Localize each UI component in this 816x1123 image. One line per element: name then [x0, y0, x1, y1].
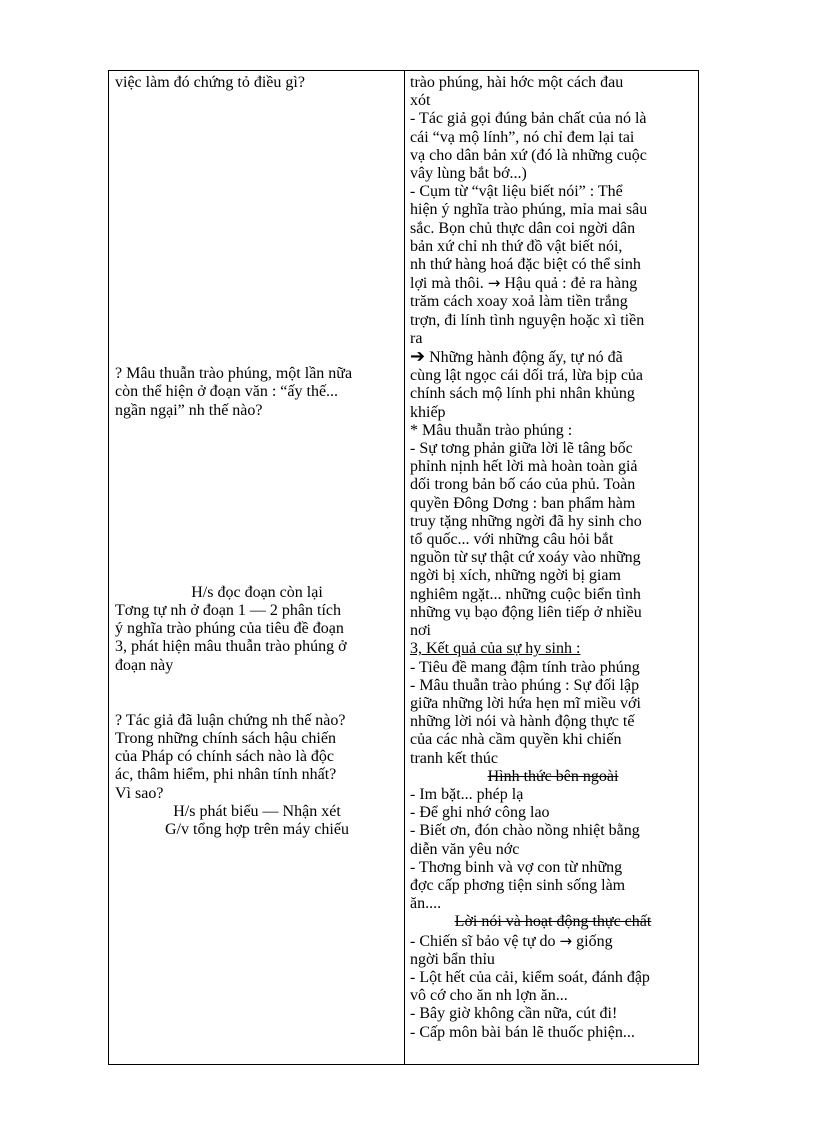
- student-action: H/s phát biểu — Nhận xét: [173, 802, 341, 820]
- question-3-line: ác, thâm hiểm, phi nhân tính nhất?: [115, 766, 337, 784]
- content-line: chính sách mộ lính phi nhân khủng: [410, 385, 635, 403]
- question-1: việc làm đó chứng tỏ điều gì?: [115, 74, 305, 91]
- outer-form-heading: Hình thức bên ngoài: [487, 767, 619, 785]
- content-line: ăn....: [410, 895, 442, 913]
- real-actions-heading: Lời nói và hoạt động thực chất: [454, 913, 652, 931]
- content-line: dối trong bản bố cáo của phủ. Toàn: [410, 476, 636, 494]
- right-arrow-icon: →: [559, 931, 573, 950]
- content-line: ra: [410, 329, 423, 347]
- content-line: của các nhà cầm quyền khi chiến: [410, 731, 622, 749]
- content-line: bản xứ chỉ nh thứ đồ vật biết nói,: [410, 237, 623, 255]
- question-2: [115, 365, 399, 420]
- content-line: trăm cách xoay xoả làm tiền trắng: [410, 293, 628, 311]
- content-column: [410, 74, 696, 1042]
- soldier-suffix: giống: [576, 932, 613, 950]
- content-line: vây lùng bắt bớ...): [410, 165, 527, 183]
- content-line: vô cớ cho ăn nh lợn ăn...: [410, 987, 568, 1005]
- content-line: - Tác giả gọi đúng bản chất của nó là: [410, 110, 647, 128]
- content-line: - Tiêu đề mang đậm tính trào phúng: [410, 658, 640, 676]
- question-3: [115, 712, 399, 839]
- content-line: - Mâu thuẫn trào phúng : Sự đối lập: [410, 676, 640, 694]
- content-line: nơi: [410, 622, 431, 640]
- task-line: 3, phát hiện mâu thuẫn trào phúng ở: [115, 638, 347, 656]
- content-line: - Cấp môn bài bán lẽ thuốc phiện...: [410, 1023, 635, 1041]
- right-arrow-icon: →: [487, 274, 501, 293]
- content-line: trợn, đi lính tình nguyện hoặc xì tiền: [410, 311, 645, 329]
- task-line: đoạn này: [115, 656, 174, 674]
- content-line: ngời bị xích, những ngời bị giam: [410, 567, 621, 585]
- content-line: phỉnh nịnh hết lời mà hoàn toàn giả: [410, 458, 638, 476]
- content-line: trào phúng, hài hớc một cách đau: [410, 74, 624, 91]
- question-2-line: ? Mâu thuẫn trào phúng, một lần nữa: [115, 365, 353, 383]
- content-line: những vụ bạo động liên tiếp ở nhiều: [410, 603, 642, 621]
- content-line: sắc. Bọn chủ thực dân coi ngời dân: [410, 219, 636, 237]
- task-line: Tơng tự nh ở đoạn 1 — 2 phân tích: [115, 602, 342, 620]
- bold-arrow-icon: ➔: [410, 346, 426, 368]
- read-instruction: H/s đọc đoạn còn lại: [191, 583, 323, 601]
- section-3-title: 3, Kết quả của sự hy sinh :: [410, 640, 581, 658]
- read-instruction-block: [115, 584, 399, 675]
- task-line: ý nghĩa trào phúng của tiêu đề đoạn: [115, 620, 344, 638]
- content-line: - Thơng binh và vợ con từ những: [410, 858, 623, 876]
- content-line: - Lột hết của cải, kiểm soát, đánh đập: [410, 968, 650, 986]
- content-line: cái “vạ mộ lính”, nó chỉ đem lại tai: [410, 128, 635, 146]
- content-line: vạ cho dân bản xứ (đó là những cuộc: [410, 146, 647, 164]
- question-3-line: ? Tác giả đã luận chứng nh thế nào?: [115, 711, 346, 729]
- content-line: nh thứ hàng hoá đặc biệt có thể sinh: [410, 256, 641, 274]
- teacher-action: G/v tổng hợp trên máy chiếu: [165, 821, 349, 839]
- content-line: - Để ghi nhớ công lao: [410, 804, 550, 822]
- soldier-prefix: - Chiến sĩ bảo vệ tự do: [410, 932, 556, 950]
- content-line: - Im bặt... phép lạ: [410, 785, 524, 803]
- lesson-table: [108, 70, 699, 1065]
- content-line: nguồn từ sự thật cứ xoáy vào những: [410, 549, 641, 567]
- content-line: - Sự tơng phản giữa lời lẽ tâng bốc: [410, 440, 633, 458]
- question-2-line: còn thể hiện ở đoạn văn : “ấy thế...: [115, 383, 339, 401]
- content-line: cùng lật ngọc cái dối trá, lừa bịp của: [410, 367, 644, 385]
- consequence-rest: Hậu quả : đẻ ra hàng: [504, 275, 638, 293]
- column-divider: [404, 71, 405, 1064]
- content-line: quyền Đông Dơng : ban phẩm hàm: [410, 494, 636, 512]
- question-3-line: Vì sao?: [115, 784, 164, 802]
- teacher-activity-column: [115, 74, 399, 839]
- content-line: xót: [410, 92, 431, 110]
- content-line: ngời bẩn thỉu: [410, 950, 495, 968]
- question-3-line: Trong những chính sách hậu chiến: [115, 730, 336, 748]
- question-2-line: ngần ngại” nh thế nào?: [115, 401, 263, 419]
- content-line: đợc cấp phơng tiện sinh sống làm: [410, 876, 626, 894]
- content-line: diễn văn yêu nớc: [410, 840, 520, 858]
- content-line: - Biết ơn, đón chào nồng nhiệt bằng: [410, 822, 640, 840]
- content-line: những lời nói và hành động thực tế: [410, 713, 635, 731]
- content-line: truy tặng những ngời đã hy sinh cho: [410, 512, 642, 530]
- action-line: [410, 348, 696, 367]
- content-line: hiện ý nghĩa trào phúng, mỉa mai sâu: [410, 201, 648, 219]
- content-line: khiếp: [410, 403, 446, 421]
- content-line: tổ quốc... với những câu hỏi bắt: [410, 531, 614, 549]
- action-first: Những hành động ấy, tự nó đã: [429, 349, 623, 367]
- soldier-line: [410, 932, 696, 951]
- content-line: - Bây giờ không cần nữa, cút đi!: [410, 1005, 618, 1023]
- question-3-line: của Pháp có chính sách nào là độc: [115, 748, 335, 766]
- consequence-line: [410, 274, 696, 293]
- content-line: * Mâu thuẫn trào phúng :: [410, 421, 573, 439]
- consequence-prefix: lợi mà thôi.: [410, 275, 484, 293]
- content-line: giữa những lời hứa hẹn mĩ miều với: [410, 694, 641, 712]
- content-line: nghiêm ngặt... những cuộc biển tình: [410, 585, 641, 603]
- content-line: tranh kết thúc: [410, 749, 498, 767]
- content-line: - Cụm từ “vật liệu biết nói” : Thể: [410, 183, 623, 201]
